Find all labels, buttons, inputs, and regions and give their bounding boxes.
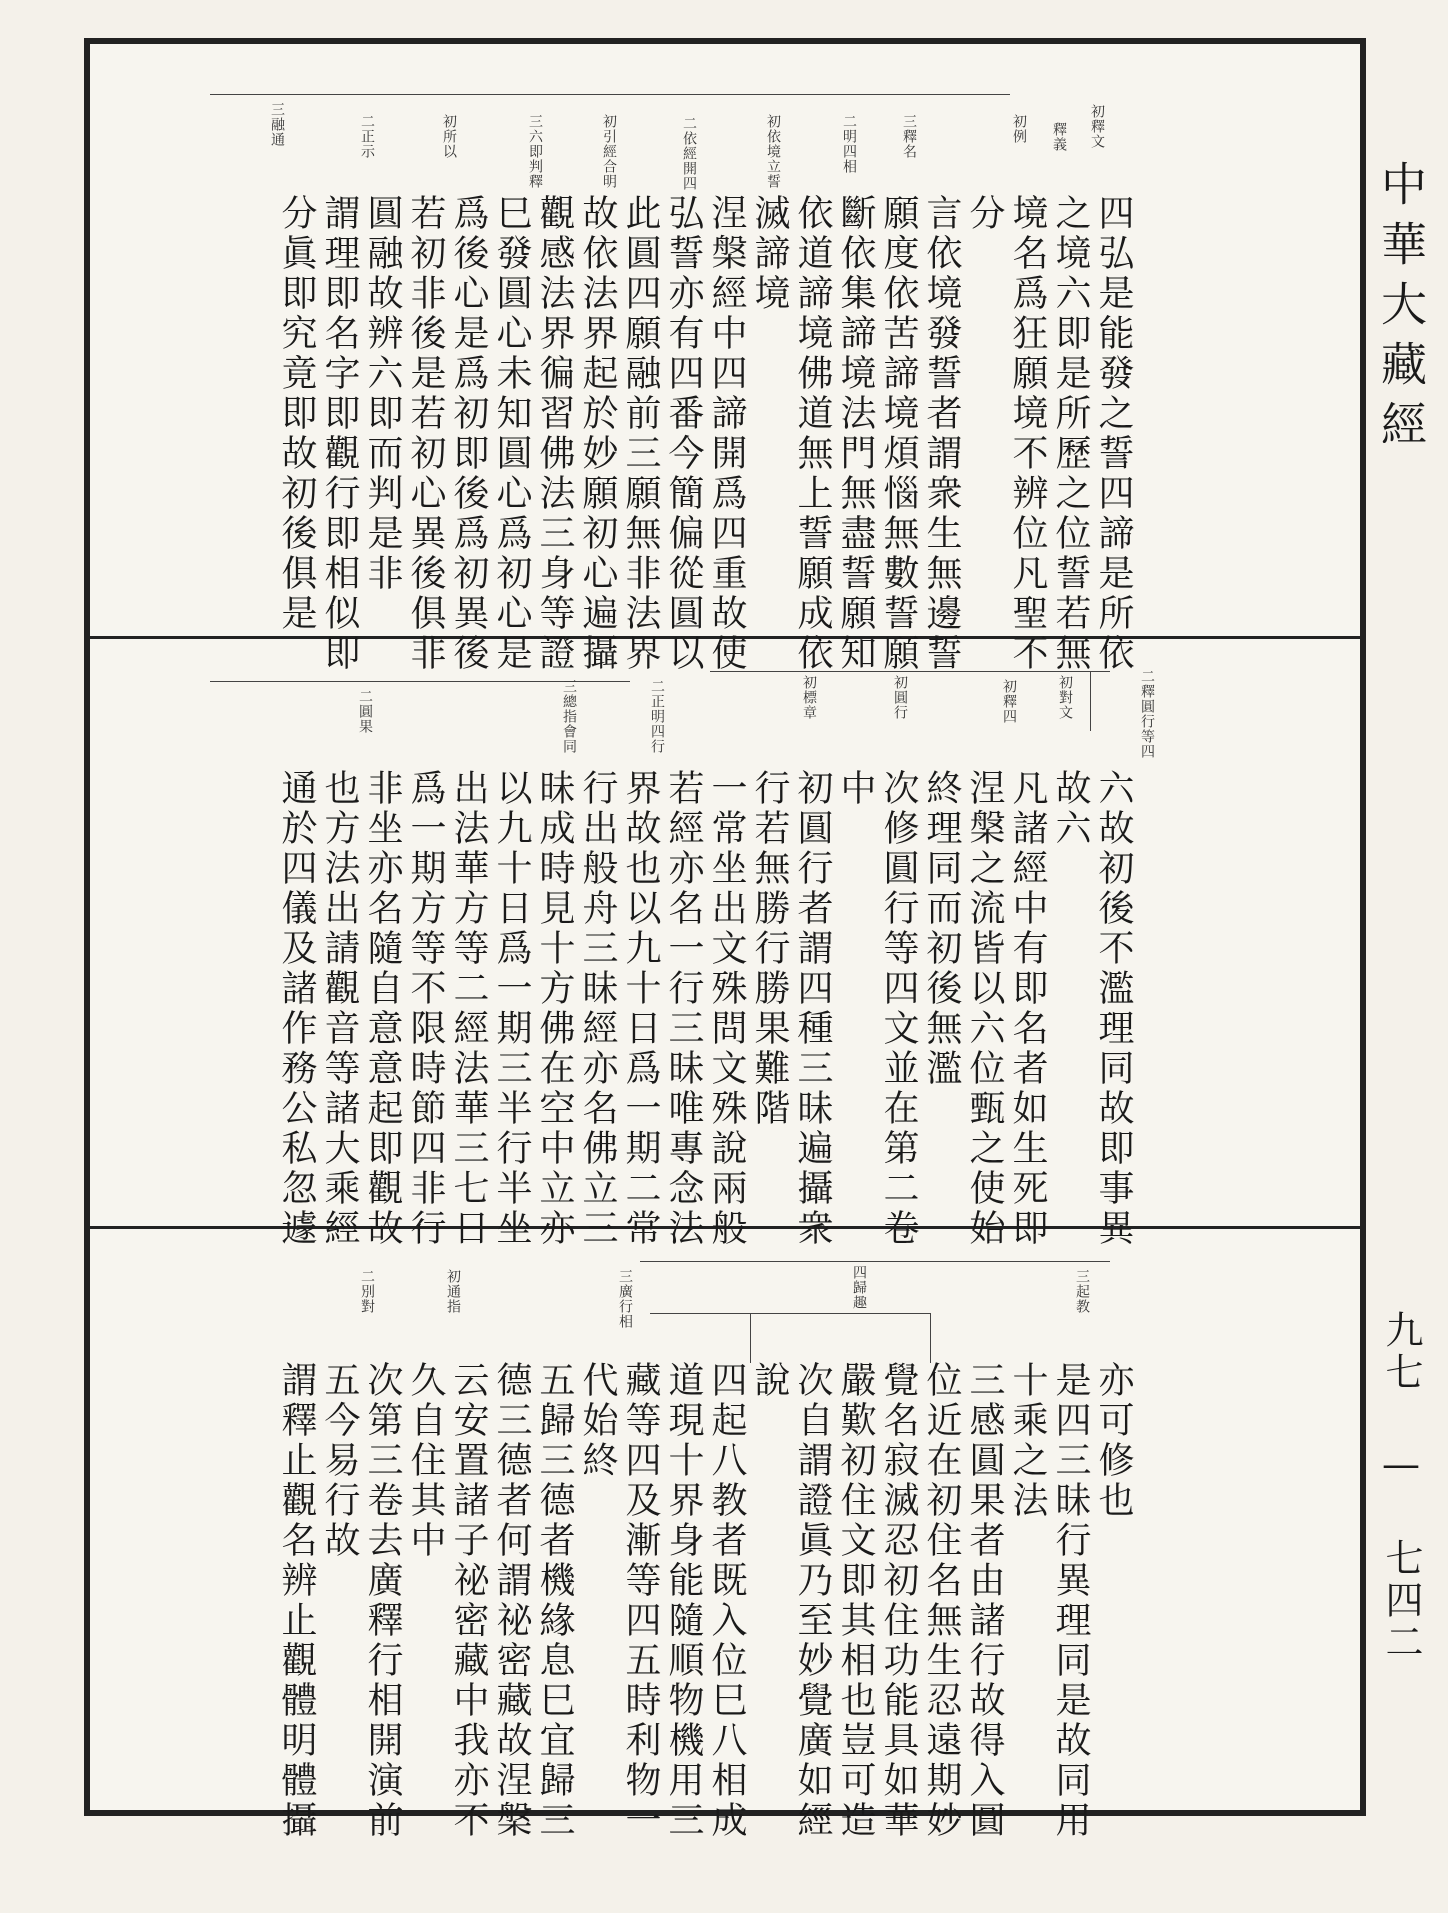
annotation-rule	[640, 1261, 1110, 1262]
text-column: 次第三卷去廣釋行相開演前	[362, 1361, 403, 1841]
text-column: 此圓四願融前三願無非法界	[620, 194, 661, 674]
text-column: 久自住其中	[405, 1361, 446, 1561]
text-panel-top	[90, 44, 1360, 674]
text-column: 六故初後不濫理同故即事異	[1093, 769, 1134, 1249]
text-column: 五今易行故	[319, 1361, 360, 1561]
annotation: 二正明四行	[649, 679, 665, 754]
annotation: 二正示	[359, 114, 375, 159]
annotation-rule	[1090, 671, 1091, 731]
text-column: 中	[835, 769, 876, 809]
text-column: 道現十界身能隨順物機用三	[663, 1361, 704, 1841]
annotation: 三融通	[269, 102, 285, 147]
page-folio: 九七 — 七四二	[1379, 1310, 1423, 1664]
text-column: 分	[964, 194, 1005, 234]
annotation: 初釋四	[1001, 679, 1017, 724]
text-column: 行若無勝行勝果難階	[749, 769, 790, 1129]
text-column: 滅諦境	[749, 194, 790, 314]
text-column: 通於四儀及諸作務公私忽遽	[276, 769, 317, 1249]
annotation: 二別對	[359, 1269, 375, 1314]
annotation: 二依經開四	[681, 116, 697, 191]
text-column: 故六	[1050, 769, 1091, 849]
text-column: 覺名寂滅忍初住功能具如華	[878, 1361, 919, 1841]
annotation-rule	[650, 1313, 930, 1314]
annotation: 三六即判釋	[527, 114, 543, 189]
text-column: 涅槃之流皆以六位甄之使始	[964, 769, 1005, 1249]
text-column: 觀感法界徧習佛法三身等證	[534, 194, 575, 674]
annotation: 初對文	[1057, 675, 1073, 720]
text-column: 藏等四及漸等四五時利物一	[620, 1361, 661, 1841]
text-column: 圓融故辨六即而判是非	[362, 194, 403, 594]
annotation: 初依境立誓	[765, 114, 781, 189]
annotation: 初釋文	[1089, 104, 1105, 149]
text-column: 四起八教者既入位巳八相成	[706, 1361, 747, 1841]
collection-title: 中華大藏經	[1374, 160, 1428, 460]
text-column: 凡諸經中有即名者如生死即	[1007, 769, 1048, 1249]
annotation: 初例	[1011, 114, 1027, 144]
annotation: 三釋名	[901, 114, 917, 159]
annotation-rule	[930, 1313, 931, 1363]
text-panel-bottom	[90, 1229, 1360, 1841]
text-column: 三感圓果者由諸行故得入圓	[964, 1361, 1005, 1841]
text-column: 若經亦名一行三昧唯專念法	[663, 769, 704, 1249]
text-column: 若初非後是若初心異後俱非	[405, 194, 446, 674]
text-column: 言依境發誓者謂衆生無邊誓	[921, 194, 962, 674]
text-column: 涅槃經中四諦開爲四重故使	[706, 194, 747, 674]
annotation: 初所以	[441, 114, 457, 159]
text-column: 巳發圓心未知圓心爲初心是	[491, 194, 532, 674]
text-column: 出法華方等二經法華三七日	[448, 769, 489, 1249]
text-column: 云安置諸子祕密藏中我亦不	[448, 1361, 489, 1841]
text-column: 謂理即名字即觀行即相似即	[319, 194, 360, 674]
text-column: 說	[749, 1361, 790, 1401]
text-column: 五歸三德者機緣息巳宜歸三	[534, 1361, 575, 1841]
text-column: 十乘之法	[1007, 1361, 1048, 1521]
text-column: 是四三昧行異理同是故同用	[1050, 1361, 1091, 1841]
annotation-rule	[210, 94, 1010, 95]
annotation-rule	[750, 1313, 751, 1363]
text-column: 亦可修也	[1093, 1361, 1134, 1521]
text-column: 次自謂證眞乃至妙覺廣如經	[792, 1361, 833, 1841]
annotation: 三廣行相	[617, 1269, 633, 1329]
text-column: 德三德者何謂祕密藏故涅槃	[491, 1361, 532, 1841]
annotation: 釋義	[1051, 122, 1067, 152]
annotation: 二明四相	[841, 114, 857, 174]
text-column: 終理同而初後無濫	[921, 769, 962, 1089]
text-column: 分眞即究竟即故初後俱是	[276, 194, 317, 634]
text-column: 境名爲狂願境不辨位凡聖不	[1007, 194, 1048, 674]
annotation: 三起教	[1074, 1269, 1090, 1314]
text-column: 嚴歎初住文即其相也豈可造	[835, 1361, 876, 1841]
text-column: 弘誓亦有四番今簡偏從圓以	[663, 194, 704, 674]
annotation: 二圓果	[357, 689, 373, 734]
annotation: 二釋圓行等四	[1139, 669, 1155, 759]
text-column: 以九十日爲一期三半行半坐	[491, 769, 532, 1249]
annotation-rule	[710, 671, 1110, 672]
text-column: 爲後心是爲初即後爲初異後	[448, 194, 489, 674]
text-column: 之境六即是所歷之位誓若無	[1050, 194, 1091, 674]
text-column: 願度依苦諦境煩惱無數誓願	[878, 194, 919, 674]
text-column: 代始終	[577, 1361, 618, 1481]
text-column: 也方法出請觀音等諸大乘經	[319, 769, 360, 1249]
text-column: 四弘是能發之誓四諦是所依	[1093, 194, 1134, 674]
annotation: 初標章	[801, 675, 817, 720]
page-frame	[84, 38, 1366, 1841]
text-column: 斷依集諦境法門無盡誓願知	[835, 194, 876, 674]
text-column: 謂釋止觀名辨止觀體明體攝	[276, 1361, 317, 1841]
text-column: 故依法界起於妙願初心遍攝	[577, 194, 618, 674]
text-column: 界故也以九十日爲一期二常	[620, 769, 661, 1249]
text-column: 非坐亦名隨自意意起即觀故	[362, 769, 403, 1249]
annotation: 初圓行	[892, 675, 908, 720]
annotation: 初引經合明	[601, 114, 617, 189]
annotation: 初通指	[445, 1269, 461, 1314]
text-panel-middle	[90, 639, 1360, 1249]
text-column: 爲一期方等不限時節四非行	[405, 769, 446, 1249]
text-column: 位近在初住名無生忍遠期妙	[921, 1361, 962, 1841]
annotation: 四歸趣	[851, 1265, 867, 1310]
text-column: 昧成時見十方佛在空中立亦	[534, 769, 575, 1249]
text-column: 次修圓行等四文並在第二卷	[878, 769, 919, 1249]
text-column: 依道諦境佛道無上誓願成依	[792, 194, 833, 674]
text-column: 行出般舟三昧經亦名佛立三	[577, 769, 618, 1249]
text-column: 初圓行者謂四種三昧遍攝衆	[792, 769, 833, 1249]
annotation: 三總指會同	[561, 679, 577, 754]
text-column: 一常坐出文殊問文殊說兩般	[706, 769, 747, 1249]
